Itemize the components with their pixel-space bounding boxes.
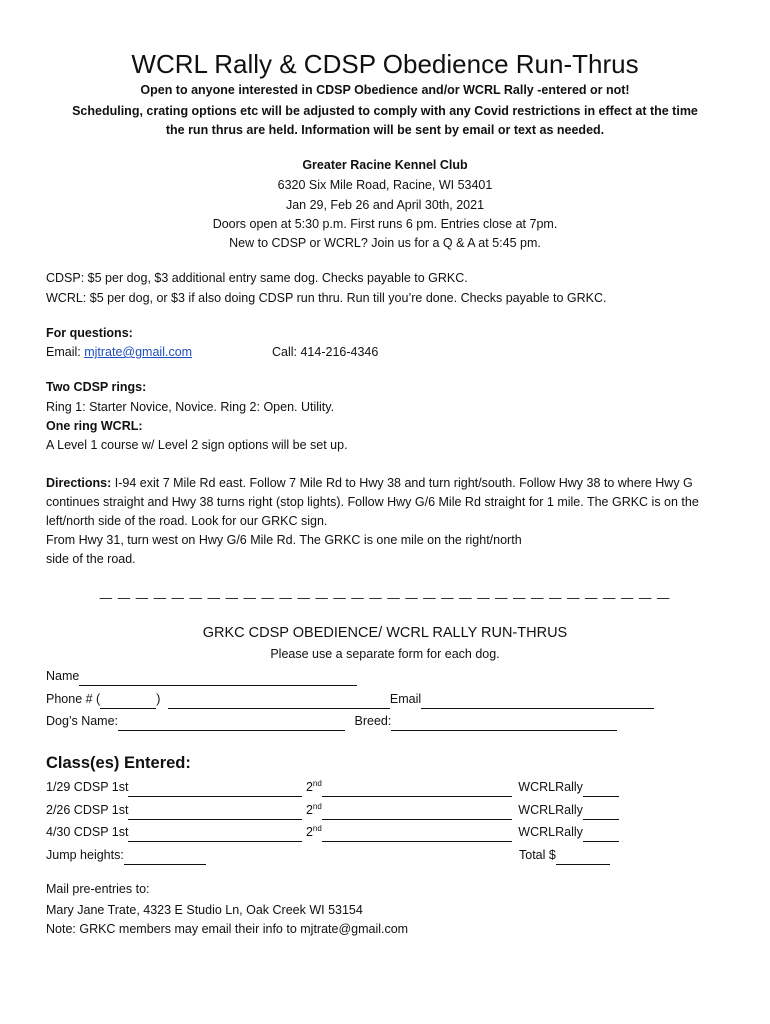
name-field[interactable] <box>79 671 357 686</box>
total-field[interactable] <box>556 850 610 865</box>
cdsp-1st-field[interactable] <box>128 782 302 797</box>
cdsp-1st-field[interactable] <box>128 805 302 820</box>
breed-field[interactable] <box>391 716 617 731</box>
intro-line-1: Open to anyone interested in CDSP Obedience and/or WCRL Rally -entered or not! <box>140 83 630 97</box>
email-field-label: Email <box>389 692 422 706</box>
class-row <box>46 823 619 842</box>
cdsp-rings-heading: Two CDSP rings: <box>46 380 147 394</box>
cut-line-divider: — — — — — — — — — — — — — — — — — — — — — — — — — — — — — — — — <box>99 591 671 605</box>
total-label: Total $ <box>519 848 556 862</box>
rally-field[interactable] <box>583 805 619 820</box>
phone-paren-close: ) <box>156 692 161 706</box>
contact-phone: Call: 414-216-4346 <box>272 345 379 359</box>
directions-label: Directions: <box>46 476 112 490</box>
rally-field[interactable] <box>583 782 619 797</box>
class-date: 1/29 CDSP 1st <box>46 780 129 794</box>
wcrl-fees: WCRL: $5 per dog, or $3 if also doing CDSP run thru. Run till you’re done. Checks payable to GRKC. <box>46 291 607 305</box>
cdsp-1st-field[interactable] <box>128 827 302 842</box>
directions <box>46 474 718 569</box>
venue-address: 6320 Six Mile Road, Racine, WI 53401 <box>277 178 493 192</box>
form-title: GRKC CDSP OBEDIENCE/ WCRL RALLY RUN-THRUS <box>202 625 568 641</box>
breed-label: Breed: <box>354 714 392 728</box>
dog-row <box>46 712 617 731</box>
class-rally: WCRLRally <box>518 825 583 839</box>
email-label: Email: <box>46 345 85 359</box>
club-name: Greater Racine Kennel Club <box>302 158 468 172</box>
name-row <box>46 667 357 686</box>
class-second-suffix: nd <box>312 778 322 788</box>
jump-heights-field[interactable] <box>124 850 206 865</box>
event-dates: Jan 29, Feb 26 and April 30th, 2021 <box>285 198 485 212</box>
mail-note: Note: GRKC members may email their info to mjtrate@gmail.com <box>46 922 409 936</box>
class-second-suffix: nd <box>312 801 322 811</box>
name-label: Name <box>46 669 80 683</box>
class-rally: WCRLRally <box>518 803 583 817</box>
intro-line-2: Scheduling, crating options etc will be adjusted to comply with any Covid restrictions in effect at the time <box>72 104 698 118</box>
cdsp-2nd-field[interactable] <box>322 827 512 842</box>
email-link[interactable]: mjtrate@gmail.com <box>84 345 193 359</box>
class-date: 4/30 CDSP 1st <box>46 825 129 839</box>
contact-email-line <box>46 343 192 362</box>
phone-label: Phone # ( <box>46 692 101 706</box>
class-second: 2 <box>305 780 313 794</box>
directions-alt-2: side of the road. <box>46 552 136 566</box>
total-row <box>519 846 610 865</box>
class-second: 2 <box>305 803 313 817</box>
page-title: WCRL Rally & CDSP Obedience Run-Thrus <box>131 49 639 79</box>
phone-row <box>46 690 654 709</box>
class-row <box>46 801 619 820</box>
class-rally: WCRLRally <box>518 780 583 794</box>
questions-heading: For questions: <box>46 326 133 340</box>
rally-field[interactable] <box>583 827 619 842</box>
email-field[interactable] <box>421 694 654 709</box>
dog-name-field[interactable] <box>118 716 345 731</box>
classes-heading: Class(es) Entered: <box>46 754 191 772</box>
dog-name-label: Dog’s Name: <box>46 714 119 728</box>
directions-alt-1: From Hwy 31, turn west on Hwy G/6 Mile Rd. The GRKC is one mile on the right/north <box>46 533 522 547</box>
class-second: 2 <box>305 825 313 839</box>
wcrl-ring-text: A Level 1 course w/ Level 2 sign options will be set up. <box>46 438 348 452</box>
phone-number-field[interactable] <box>168 694 390 709</box>
cdsp-fees: CDSP: $5 per dog, $3 additional entry same dog. Checks payable to GRKC. <box>46 271 468 285</box>
phone-area-code-field[interactable] <box>100 694 156 709</box>
jump-heights-label: Jump heights: <box>46 848 124 862</box>
class-second-suffix: nd <box>312 823 322 833</box>
mail-heading: Mail pre-entries to: <box>46 882 150 896</box>
mail-address: Mary Jane Trate, 4323 E Studio Ln, Oak Creek WI 53154 <box>46 903 363 917</box>
event-times: Doors open at 5:30 p.m. First runs 6 pm. Entries close at 7pm. <box>212 217 558 231</box>
form-subtitle: Please use a separate form for each dog. <box>270 647 500 661</box>
wcrl-ring-heading: One ring WCRL: <box>46 419 143 433</box>
cdsp-rings-text: Ring 1: Starter Novice, Novice. Ring 2: Open. Utility. <box>46 400 335 414</box>
qa-session: New to CDSP or WCRL? Join us for a Q & A at 5:45 pm. <box>229 236 541 250</box>
intro-line-3: the run thrus are held. Information will be sent by email or text as needed. <box>165 123 605 137</box>
cdsp-2nd-field[interactable] <box>322 782 512 797</box>
jump-heights-row <box>46 846 206 865</box>
class-row <box>46 778 619 797</box>
class-date: 2/26 CDSP 1st <box>46 803 129 817</box>
directions-text: I-94 exit 7 Mile Rd east. Follow 7 Mile Rd to Hwy 38 and turn right/south. Follow Hwy 38 to where Hwy G continues straight and Hwy 38 turns right (stop lights). Follow Hwy G/6 Mile Rd straight for 1 mile. The GRKC is on the left/north side of the road. Look for our GRKC sign. <box>46 476 699 528</box>
cdsp-2nd-field[interactable] <box>322 805 512 820</box>
